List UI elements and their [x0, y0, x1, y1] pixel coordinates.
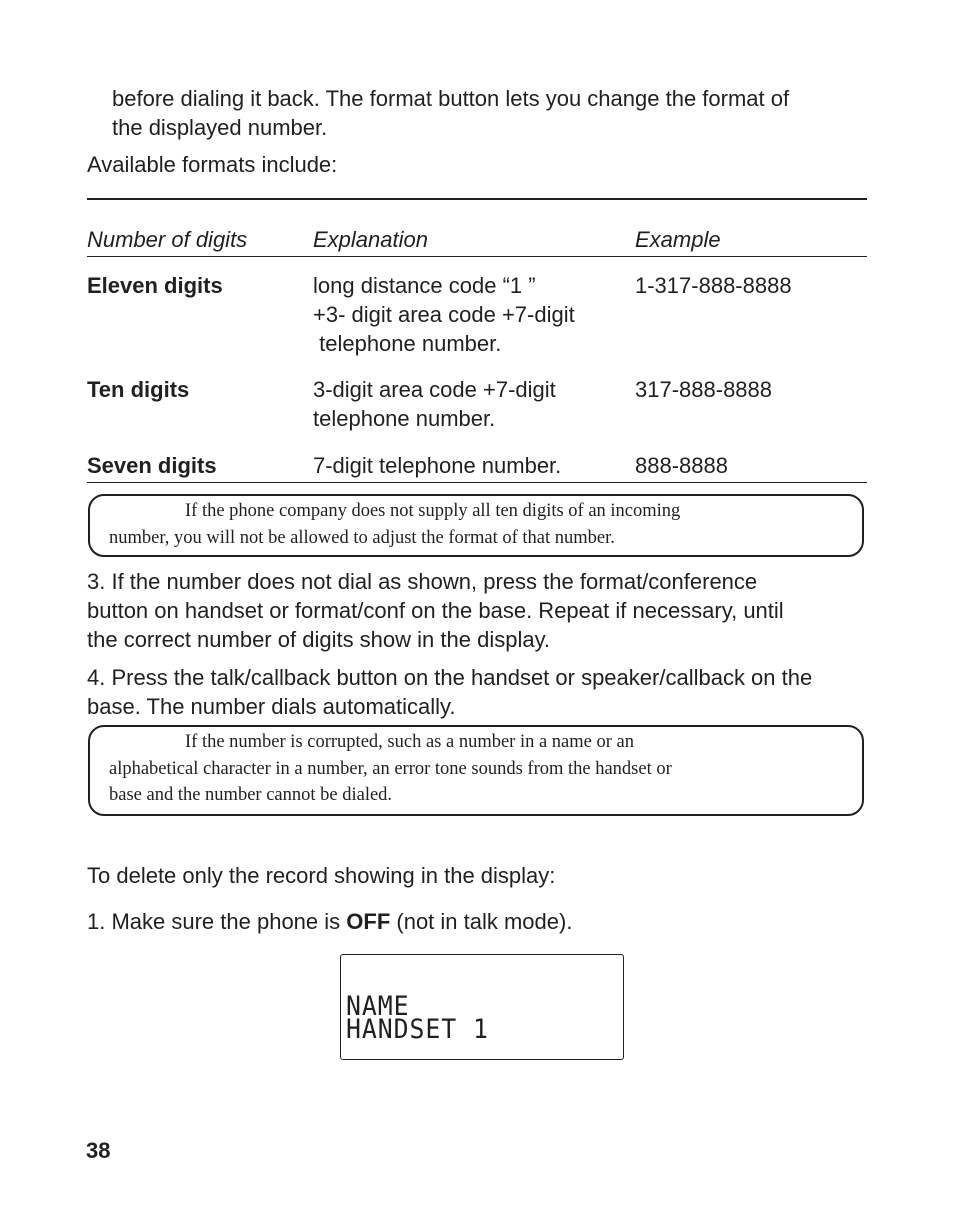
handset-lcd-display: [340, 954, 624, 1060]
row-explanation-ten-digits: [313, 375, 613, 433]
step-line: 3. If the number does not dial as shown, press the format/conference: [87, 569, 758, 594]
row-example-eleven-digits: 1-317-888-8888: [635, 273, 792, 298]
header-number-of-digits: Number of digits: [87, 227, 248, 252]
row-explanation-seven-digits: [313, 451, 613, 480]
page-number: 38: [86, 1138, 111, 1163]
explanation-line: telephone number.: [313, 406, 496, 431]
note-box-incomplete-digits: [88, 494, 864, 557]
lcd-line-1: NAME: [346, 991, 410, 1022]
explanation-line: +3- digit area code +7-digit: [313, 302, 575, 327]
note-line: base and the number cannot be dialed.: [109, 785, 393, 805]
intro-line-1: before dialing it back. The format button lets you change the format of: [112, 86, 790, 111]
table-header-rule: [87, 256, 867, 257]
header-explanation: Explanation: [313, 227, 428, 252]
note-box-corrupted-number: [88, 725, 864, 816]
step-3: [87, 567, 867, 654]
note-line: If the phone company does not supply all ten digits of an incoming: [185, 501, 681, 521]
step-line: base. The number dials automatically.: [87, 694, 456, 719]
note-line: alphabetical character in a number, an error tone sounds from the handset or: [109, 758, 672, 779]
delete-record-intro: To delete only the record showing in the display:: [87, 863, 556, 888]
intro-line-2: the displayed number.: [112, 115, 328, 140]
note-line: number, you will not be allowed to adjust the format of that number.: [109, 527, 615, 548]
note-line: If the number is corrupted, such as a number in a name or an: [185, 732, 634, 752]
explanation-line: long distance code “1 ”: [313, 273, 536, 298]
row-label-seven-digits: Seven digits: [87, 453, 217, 478]
row-example-ten-digits: 317-888-8888: [635, 377, 773, 402]
intro-paragraph: [112, 84, 872, 142]
explanation-line: 3-digit area code +7-digit: [313, 377, 556, 402]
lcd-line-2: HANDSET 1: [346, 1014, 489, 1045]
step-line: button on handset or format/conf on the base. Repeat if necessary, until: [87, 598, 784, 623]
row-explanation-eleven-digits: [313, 271, 613, 358]
off-keyword: OFF: [346, 909, 391, 934]
table-top-rule: [87, 198, 867, 200]
row-label-eleven-digits: Eleven digits: [87, 273, 223, 298]
step-line: 4. Press the talk/callback button on the handset or speaker/callback on the: [87, 665, 813, 690]
header-example: Example: [635, 227, 721, 252]
row-example-seven-digits: 888-8888: [635, 453, 728, 478]
delete-step-1: 1. Make sure the phone is OFF (not in talk mode).: [87, 909, 573, 934]
step-4: [87, 663, 867, 721]
table-bottom-rule: [87, 482, 867, 483]
step-line: the correct number of digits show in the display.: [87, 627, 551, 652]
explanation-line: telephone number.: [313, 331, 502, 356]
available-formats-text: Available formats include:: [87, 152, 338, 177]
row-label-ten-digits: Ten digits: [87, 377, 190, 402]
explanation-line: 7-digit telephone number.: [313, 453, 562, 478]
